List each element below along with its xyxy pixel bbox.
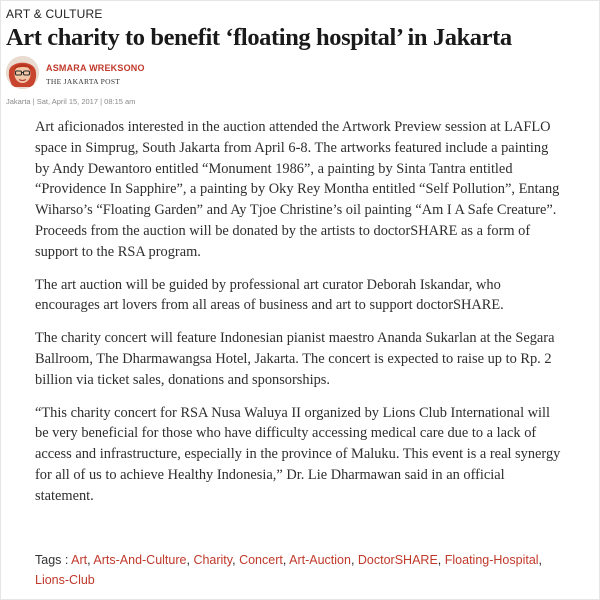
section-label[interactable]: ART & CULTURE [6,7,103,21]
article-paragraph: “This charity concert for RSA Nusa Waluya II organized by Lions Club International will be very beneficial for those who have difficulty accessing medical care due to a lack of access and infrastructure, especially in the province of Maluku. This event is a real synergy for all of us to achieve Healthy Indonesia,” Dr. Lie Dharmawan said in an official statement. [35,404,561,504]
tag-separator: , [282,553,290,567]
meta-separator: | [30,97,37,106]
article-body [35,117,565,519]
article-headline: Art charity to benefit ‘floating hospital’ in Jakarta [6,24,512,51]
tag-link[interactable]: Art-Auction [289,553,351,567]
tags-list [35,550,575,590]
article-paragraph: The charity concert will feature Indonesian pianist maestro Ananda Sukarlan at the Segara Ballroom, The Dharmawangsa Hotel, Jakarta. The concert is expected to raise up to Rp. 2 billion via ticket sales, donations and sponsorships. [35,330,555,388]
tag-link[interactable]: Lions-Club [35,573,95,587]
tag-link[interactable]: Charity [193,553,233,567]
article-paragraph: Art aficionados interested in the auction attended the Artwork Preview session at LAFLO space in Simprug, South Jakarta from April 6-8. The artworks featured include a painting by Andy Dewantoro entitled “Monument 1986”, a painting by Sinta Tantra entitled “Providence In Sapphire”, a painting by Oky Rey Montha entitled “Self Pollution”, Entang Wiharso’s “Floating Garden” and Ay Tjoe Christine’s oil painting “Am I A Safe Creature”. Proceeds from the auction will be donated by the artists to doctorSHARE as a form of support to the RSA program. [35,119,560,260]
tag-separator: , [186,553,194,567]
tag-link[interactable]: Art [71,553,88,567]
tag-link[interactable]: DoctorSHARE [357,553,438,567]
tag-separator: , [437,553,445,567]
meta-separator: | [98,97,105,106]
tags-label: Tags : [35,553,72,567]
author-avatar[interactable] [6,56,39,89]
meta-date: Sat, April 15, 2017 [36,97,99,106]
tag-separator: , [232,553,240,567]
article-paragraph: The art auction will be guided by professional art curator Deborah Iskandar, who encourages art lovers from all areas of business and art to support doctorSHARE. [35,276,504,314]
author-outlet: THE JAKARTA POST [46,77,121,86]
tag-link[interactable]: Concert [239,553,283,567]
meta-location: Jakarta [6,97,31,106]
tag-separator: , [538,553,543,567]
author-name[interactable]: ASMARA WREKSONO [46,63,145,73]
article-meta [6,97,135,106]
tag-link[interactable]: Floating-Hospital [444,553,539,567]
tag-link[interactable]: Arts-And-Culture [93,553,187,567]
tag-separator: , [87,553,94,567]
tag-separator: , [350,553,358,567]
meta-time: 08:15 am [104,97,136,106]
author-photo-icon [6,56,39,89]
